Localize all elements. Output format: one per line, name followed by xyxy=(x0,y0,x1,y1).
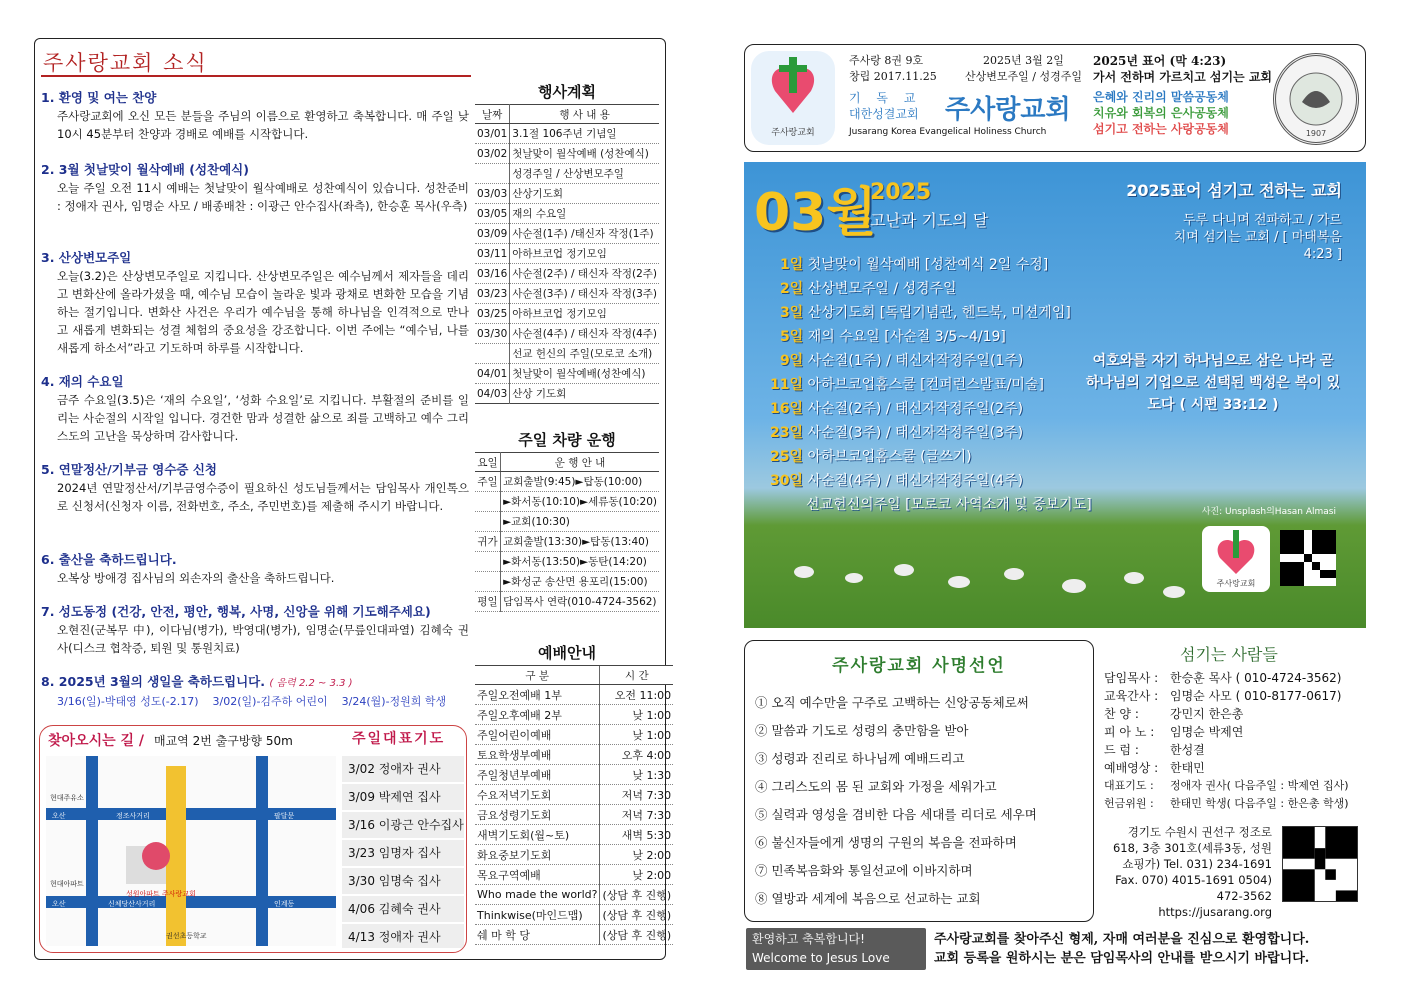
event-schedule xyxy=(475,81,659,404)
prayer-row: 4/13 정애자 권사 xyxy=(342,924,464,948)
staff-row: 교육간사 : 임명순 사모 ( 010-8177-0617) xyxy=(1104,689,1342,703)
table-cell: 낮 1:00 xyxy=(600,705,673,725)
mission-item: ② 말씀과 기도로 성령의 충만함을 받아 xyxy=(755,723,969,738)
news-heading: 6. 출산을 축하드립니다. xyxy=(41,552,177,567)
news-body: 주사랑교회에 오신 모든 분들을 주님의 이름으로 환영하고 축복합니다. 매 주일 낮 10시 45분부터 찬양과 경배로 예배를 시작합니다. xyxy=(57,109,469,141)
vehicle-table xyxy=(475,452,659,612)
map-label: 정조사거리 xyxy=(116,812,150,820)
svg-text:1907: 1907 xyxy=(1305,129,1327,138)
banner-slogan: 2025표어 섬기고 전하는 교회 xyxy=(1126,181,1342,200)
table-cell: 저녁 7:30 xyxy=(600,785,673,805)
table-row xyxy=(475,845,673,865)
table-cell: 쉐 마 학 당 xyxy=(475,925,600,945)
table-cell: 교회출발(9:45)►탑동(10:00) xyxy=(501,472,659,492)
staff-panel xyxy=(1104,640,1368,920)
news-heading: 5. 연말정산/기부금 영수증 신청 xyxy=(41,462,217,477)
table-cell: 03/11 xyxy=(475,244,510,264)
table-row xyxy=(475,364,659,384)
map-label: 오산 xyxy=(52,812,66,820)
news-body: 오복상 방애경 집사님의 외손자의 출산을 축하드립니다. xyxy=(57,571,335,585)
svg-text:주사랑교회: 주사랑교회 xyxy=(1216,579,1256,588)
table-cell: 낮 1:00 xyxy=(600,725,673,745)
table-row xyxy=(475,885,673,905)
banner-verse: 두루 다니며 전파하고 / 가르치며 섬기는 교회 / [ 마태복음 4:23 ] xyxy=(1173,213,1342,262)
banner-theme: 고난과 기도의 달 xyxy=(870,211,989,230)
news-item-8 xyxy=(41,673,469,711)
table-cell: 첫날맞이 월삭예배 (성찬예식) xyxy=(510,144,659,164)
banner-logo xyxy=(1202,526,1270,592)
table-row xyxy=(475,164,659,184)
event-item: 30일 사순절(4주) / 태신자작정주일(4주) xyxy=(770,473,1024,489)
event-item: 23일 사순절(3주) / 태신자작정주일(3주) xyxy=(770,425,1024,441)
map-label: 인계동 xyxy=(274,900,295,908)
table-cell: 성경주일 / 산상변모주일 xyxy=(510,164,659,184)
table-cell: 선교 헌신의 주일(모로코 소개) xyxy=(510,344,659,364)
prayer-row: 3/23 임명자 집사 xyxy=(342,840,464,866)
table-cell: 수요저녁기도회 xyxy=(475,785,600,805)
table-cell: 04/01 xyxy=(475,364,510,384)
table-cell: 귀가 xyxy=(475,532,501,552)
prayer-row: 4/06 김혜숙 권사 xyxy=(342,896,464,922)
volume-info: 주사랑 8권 9호 창립 2017.11.25 xyxy=(849,54,937,83)
table-row xyxy=(475,124,659,144)
prayer-row: 3/09 박제연 집사 xyxy=(342,784,464,810)
banner-month: 03월 xyxy=(754,183,877,243)
news-item-7 xyxy=(41,603,469,657)
news-item-4 xyxy=(41,373,469,445)
vehicle-title: 주일 차량 운행 xyxy=(518,431,616,449)
table-row xyxy=(475,765,673,785)
vehicle-col-day: 요일 xyxy=(475,453,501,472)
mission-item: ⑤ 실력과 영성을 겸비한 다음 세대를 리더로 세우며 xyxy=(755,807,1037,822)
church-name-block: 기 독 교 대한성결교회 주사랑교회 Jusarang Korea Evangelical Holiness Church xyxy=(849,91,1071,137)
denomination-seal xyxy=(1273,53,1359,145)
table-cell: 낮 1:30 xyxy=(600,765,673,785)
table-cell: Thinkwise(마인드맵) xyxy=(475,905,600,925)
table-cell: 산상기도회 xyxy=(510,184,659,204)
mission-statement xyxy=(744,640,1094,922)
map-label: 오산 xyxy=(52,900,66,908)
prayer-row: 3/02 정애자 권사 xyxy=(342,756,464,782)
event-item: 3일 산상기도회 [독립기념관, 헨드북, 미션게임] xyxy=(780,305,1071,321)
table-row xyxy=(475,552,659,572)
table-cell: 산상 기도회 xyxy=(510,384,659,404)
table-row xyxy=(475,144,659,164)
table-cell: 첫날맞이 월삭예배(성찬예식) xyxy=(510,364,659,384)
directions-subtitle: 매교역 2번 출구방향 50m xyxy=(154,734,293,748)
staff-title: 섬기는 사람들 xyxy=(1180,645,1278,664)
worship-col-time: 시 간 xyxy=(600,666,673,685)
table-cell: 오후 4:00 xyxy=(600,745,673,765)
news-heading: 4. 재의 수요일 xyxy=(41,374,124,389)
table-row xyxy=(475,324,659,344)
photo-credit: 사진: Unsplash의Hasan Almasi xyxy=(1201,507,1336,517)
table-row xyxy=(475,785,673,805)
table-cell: 03/16 xyxy=(475,264,510,284)
mission-title: 주사랑교회 사명선언 xyxy=(832,656,1006,676)
table-row xyxy=(475,472,659,492)
mission-item: ③ 성령과 진리로 하나님께 예배드리고 xyxy=(755,751,965,766)
mission-item: ⑥ 불신자들에게 생명의 구원의 복음을 전파하며 xyxy=(755,835,1017,850)
church-logo xyxy=(751,51,835,145)
news-heading: 2. 3월 첫날맞이 월삭예배 (성찬예식) xyxy=(41,162,249,177)
bulletin-header xyxy=(744,44,1366,152)
news-heading: 7. 성도동정 (건강, 안전, 평안, 행복, 사명, 신앙을 위해 기도해주세요) xyxy=(41,604,431,619)
banner-quote: 여호와를 자기 하나님으로 삼은 나라 곧 하나님의 기업으로 선택된 백성은 복이 있도다 ( 시편 33:12 ) xyxy=(1085,353,1341,413)
qr-icon xyxy=(1280,530,1336,586)
news-body: 오늘 주일 오전 11시 예배는 첫날맞이 월삭예배로 성찬예식이 있습니다. 성찬준비 : 정애자 권사, 임명순 사모 / 배종배찬 : 이광근 안수집사(좌측), 한승훈 목사(우측) xyxy=(57,181,469,213)
table-cell: (상담 후 진행) xyxy=(600,905,673,925)
event-item: 1일 첫날맞이 월삭예배 [성찬예식 2일 수정] xyxy=(780,257,1049,273)
prayer-title: 주일대표기도 xyxy=(352,731,446,747)
table-cell: 03/23 xyxy=(475,284,510,304)
event-item: 25일 아하브코업홈스쿨 (글쓰기) xyxy=(770,449,972,465)
table-row xyxy=(475,825,673,845)
table-cell: 낮 2:00 xyxy=(600,845,673,865)
birthday-list: 3/16(일)-박태영 성도(-2.17) 3/02(일)-김주하 어린이 3/24(월)-정원희 학생 xyxy=(57,695,447,708)
worship-title: 예배안내 xyxy=(538,644,596,662)
table-row xyxy=(475,284,659,304)
banner-year: 2025 xyxy=(870,180,932,205)
schedule-col-event: 행 사 내 용 xyxy=(510,105,659,124)
seal-icon xyxy=(1276,56,1356,142)
table-row xyxy=(475,512,659,532)
qr-icon xyxy=(1283,827,1357,901)
church-logo-icon xyxy=(1202,526,1270,592)
table-cell: ►교회(10:30) xyxy=(501,512,659,532)
vehicle-schedule xyxy=(475,429,659,612)
table-row xyxy=(475,905,673,925)
event-item: 16일 사순절(2주) / 태신자작정주일(2주) xyxy=(770,401,1024,417)
table-row xyxy=(475,532,659,552)
news-body: 금주 수요일(3.5)은 ‘재의 수요일’, ‘성화 수요일’로 지킵니다. 부활절의 준비를 일리는 사순절의 시작일 입니다. 경건한 맘과 성결한 삶으로 죄를 고백하고 예수 그리스도의 고난을 묵상하며 감사합니다. xyxy=(57,393,469,443)
welcome-message: 주사랑교회를 찾아주신 형제, 자매 여러분을 진심으로 환영합니다. 교회 등록을 원하시는 분은 담임목사의 안내를 받으시기 바랍니다. xyxy=(934,932,1310,966)
table-row xyxy=(475,725,673,745)
table-cell: 금요성령기도회 xyxy=(475,805,600,825)
table-row xyxy=(475,264,659,284)
news-title: 주사랑교회 소식 xyxy=(43,51,208,75)
table-cell: 주일 xyxy=(475,472,501,492)
table-row xyxy=(475,184,659,204)
staff-row: 찬 양 : 강민지 한은총 xyxy=(1104,707,1244,721)
news-body: 2024년 연말정산서/기부금영수증이 필요하신 성도님들께서는 담임목사 개인톡으로 신청서(신청자 이름, 전화번호, 주소, 주민번호)를 제출해 주시기 바랍니다. xyxy=(57,481,469,513)
table-row xyxy=(475,224,659,244)
news-body: 오현진(군복무 中), 이다님(병가), 박영대(병가), 임명순(무릎인대파열) 김혜숙 권사(디스크 협착증, 퇴원 및 통원치료) xyxy=(57,623,469,655)
table-cell: 03/01 xyxy=(475,124,510,144)
table-row xyxy=(475,244,659,264)
table-cell: 사순절(3주) / 태신자 작정(3주) xyxy=(510,284,659,304)
table-cell: 03/30 xyxy=(475,324,510,344)
event-item: 선교헌신의주일 [모로코 사역소개 및 중보기도] xyxy=(806,497,1092,513)
table-row xyxy=(475,865,673,885)
event-item: 2일 산상변모주일 / 성경주일 xyxy=(780,281,957,297)
map-label: 권선초등학교 xyxy=(166,932,207,940)
church-mottos: 은혜와 진리의 말씀공동체 치유와 회복의 은사공동체 섬기고 전하는 사랑공동체 xyxy=(1093,90,1229,136)
staff-row: 드 럼 : 한성결 xyxy=(1104,743,1205,757)
directions-title: 찾아오시는 길 / xyxy=(48,733,145,749)
table-cell: ►화성군 송산면 용포리(15:00) xyxy=(501,572,659,592)
location-map xyxy=(46,756,336,946)
map-label: 팔달문 xyxy=(274,812,295,820)
news-heading: 1. 환영 및 여는 찬양 xyxy=(41,90,157,105)
church-news-panel xyxy=(34,38,672,960)
qr-code[interactable] xyxy=(1280,530,1336,586)
sheep-field xyxy=(744,542,1366,628)
schedule-table xyxy=(475,104,659,404)
table-row xyxy=(475,745,673,765)
worship-table xyxy=(475,665,673,945)
staff-row: 헌금위원 : 한태민 학생( 다음주일 : 한은총 학생) xyxy=(1104,797,1349,810)
map-label: 신체당산사거리 xyxy=(108,900,156,908)
table-row xyxy=(475,592,659,612)
church-name: 주사랑교회 xyxy=(945,95,1071,125)
table-cell: 04/03 xyxy=(475,384,510,404)
schedule-col-date: 날짜 xyxy=(475,105,510,124)
table-cell: 평일 xyxy=(475,592,501,612)
news-body: 오늘(3.2)은 산상변모주일로 지킵니다. 산상변모주일은 예수님께서 제자들을 데리고 변화산에 올라가셨을 때, 예수님 모습이 놀라운 빛과 광채로 변화한 모습을 기념하는 절기입니다. 변화산 사건은 우리가 예수님을 통해 하나님을 인격적으로 만나고 새롭게 변화되는 성결 체험의 중요성을 강조합니다. 이번 주에는 “예수님, 나를 새롭게 하소서”라고 기도하며 하루를 시작합니다. xyxy=(57,269,469,355)
table-cell: 낮 2:00 xyxy=(600,865,673,885)
table-cell: 사순절(2주) / 태신자 작정(2주) xyxy=(510,264,659,284)
event-item: 9일 사순절(1주) / 태신자작정주일(1주) xyxy=(780,353,1024,369)
table-cell: 주일오전예배 1부 xyxy=(475,685,600,705)
table-cell: 목요구역예배 xyxy=(475,865,600,885)
event-item: 5일 재의 수요일 [사순절 3/5~4/19] xyxy=(780,329,1006,345)
map-road-v1 xyxy=(86,756,98,946)
church-logo-icon xyxy=(751,51,835,145)
table-row xyxy=(475,705,673,725)
church-address: 경기도 수원시 권선구 정조로 618, 3층 301호(세류3동, 성원쇼핑가) Tel. 031) 234-1691 Fax. 070) 4015-1691 0504) 472-3562 https://jusarang.org xyxy=(1112,825,1272,919)
map-road-v2 xyxy=(256,756,268,946)
table-cell xyxy=(475,512,501,532)
vehicle-col-route: 운 행 안 내 xyxy=(501,453,659,472)
worship-guide xyxy=(475,642,672,945)
qr-code[interactable] xyxy=(1282,826,1358,902)
table-cell: ►화서동(10:10)►세류동(10:20) xyxy=(501,492,659,512)
mission-item: ① 오직 예수만을 구주로 고백하는 신앙공동체로써 xyxy=(755,695,1029,710)
table-cell: 주일오후예배 2부 xyxy=(475,705,600,725)
mission-item: ⑦ 민족복음화와 통일선교에 이바지하며 xyxy=(755,863,973,878)
news-heading: 3. 산상변모주일 xyxy=(41,250,132,265)
table-row xyxy=(475,925,673,945)
table-cell: 화요중보기도회 xyxy=(475,845,600,865)
map-label: 성원아파트 주사랑교회 xyxy=(126,890,196,898)
table-cell: 주일어린이예배 xyxy=(475,725,600,745)
table-cell: 오전 11:00 xyxy=(600,685,673,705)
table-cell: 새벽기도회(월~토) xyxy=(475,825,600,845)
table-cell: 담임목사 연락(010-4724-3562) xyxy=(501,592,659,612)
table-row xyxy=(475,805,673,825)
church-marker xyxy=(142,842,170,870)
event-item: 11일 아하브코업홈스쿨 [컨퍼런스발표/미술] xyxy=(770,377,1044,393)
table-cell: Who made the world? xyxy=(475,885,600,905)
news-item-3 xyxy=(41,249,469,357)
news-item-5 xyxy=(41,461,469,515)
monthly-banner xyxy=(744,162,1366,628)
map-label: 현대주유소 xyxy=(50,794,84,802)
news-item-1 xyxy=(41,89,469,143)
news-item-2 xyxy=(41,161,469,215)
staff-row: 피 아 노 : 임명순 박제연 xyxy=(1104,725,1244,739)
table-row xyxy=(475,304,659,324)
welcome-badge: 환영하고 축복합니다! Welcome to Jesus Love Church xyxy=(746,928,926,970)
mission-item: ⑧ 열방과 세계에 복음으로 선교하는 교회 xyxy=(755,891,981,906)
table-cell: 재의 수요일 xyxy=(510,204,659,224)
issue-date: 2025년 3월 2일 산상변모주일 / 성경주일 xyxy=(965,54,1082,83)
map-label: 현대아파트 xyxy=(50,880,84,888)
table-cell xyxy=(475,344,510,364)
year-verse: 2025년 표어 (막 4:23) 가서 전하며 가르치고 섬기는 교회 xyxy=(1093,54,1273,84)
table-cell: 3.1절 106주년 기념일 xyxy=(510,124,659,144)
news-heading: 8. 2025년 3월의 생일을 축하드립니다. ( 음력 2.2 ~ 3.3 ) xyxy=(41,674,353,689)
table-row xyxy=(475,492,659,512)
directions-box xyxy=(39,725,467,953)
table-cell: 교회출발(13:30)►탑동(13:40) xyxy=(501,532,659,552)
table-cell: 03/02 xyxy=(475,144,510,164)
worship-col-type: 구 분 xyxy=(475,666,600,685)
table-row xyxy=(475,344,659,364)
staff-row: 예배영상 : 한태민 xyxy=(1104,761,1205,775)
table-cell: 03/25 xyxy=(475,304,510,324)
table-cell xyxy=(475,572,501,592)
table-cell: 03/03 xyxy=(475,184,510,204)
table-cell: (상담 후 진행) xyxy=(600,925,673,945)
table-cell: 새벽 5:30 xyxy=(600,825,673,845)
table-row xyxy=(475,384,659,404)
title-rule xyxy=(41,75,471,77)
table-cell: ►화서동(13:50)►동탄(14:20) xyxy=(501,552,659,572)
staff-row: 대표기도 : 정애자 권사( 다음주일 : 박제연 집사) xyxy=(1104,779,1349,792)
svg-text:주사랑교회: 주사랑교회 xyxy=(771,128,815,138)
table-cell: 아하브코업 정기모임 xyxy=(510,304,659,324)
table-cell: 03/05 xyxy=(475,204,510,224)
table-cell xyxy=(475,492,501,512)
prayer-row: 3/30 임명숙 집사 xyxy=(342,868,464,894)
table-cell: 저녁 7:30 xyxy=(600,805,673,825)
table-cell: 토요학생부예배 xyxy=(475,745,600,765)
table-row xyxy=(475,204,659,224)
table-cell: 아하브코업 정기모임 xyxy=(510,244,659,264)
table-cell: (상담 후 진행) xyxy=(600,885,673,905)
table-cell xyxy=(475,552,501,572)
prayer-row: 3/16 이광근 안수집사 xyxy=(342,812,464,838)
table-row xyxy=(475,685,673,705)
table-row xyxy=(475,572,659,592)
mission-item: ④ 그리스도의 몸 된 교회와 가정을 세워가고 xyxy=(755,779,997,794)
news-item-6 xyxy=(41,551,469,587)
table-cell: 사순절(4주) / 태신자 작정(4주) xyxy=(510,324,659,344)
table-cell: 사순절(1주) /태신자 작정(1주) xyxy=(510,224,659,244)
table-cell xyxy=(475,164,510,184)
table-cell: 03/09 xyxy=(475,224,510,244)
staff-row: 담임목사 : 한승훈 목사 ( 010-4724-3562) xyxy=(1104,671,1342,685)
schedule-title: 행사계획 xyxy=(538,83,596,101)
table-cell: 주일청년부예배 xyxy=(475,765,600,785)
